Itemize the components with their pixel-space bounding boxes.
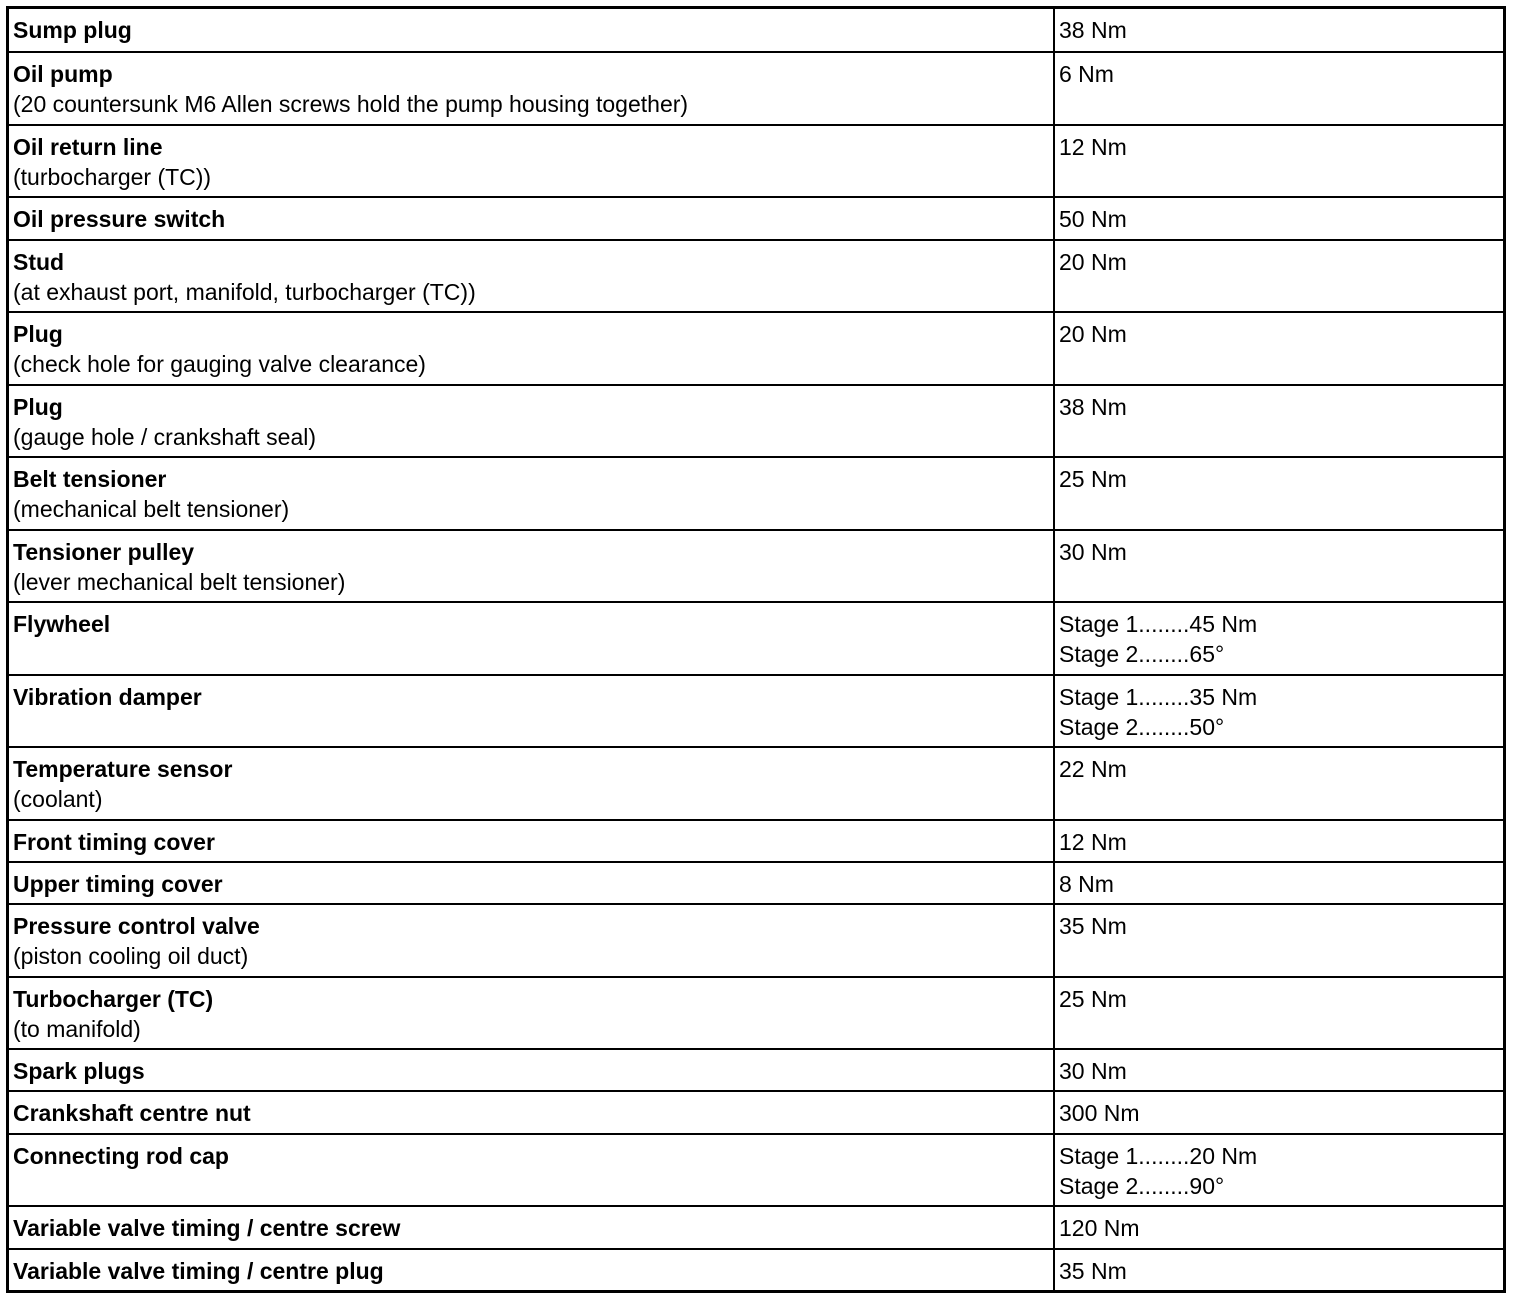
component-cell <box>9 676 1055 747</box>
table-row <box>9 819 1503 861</box>
torque-value: 38 Nm <box>1059 17 1127 43</box>
component-cell <box>9 9 1055 51</box>
table-row <box>9 529 1503 602</box>
torque-value: Stage 2........65° <box>1059 641 1225 668</box>
table-row <box>9 51 1503 124</box>
component-name: Flywheel <box>13 611 111 638</box>
table-row <box>9 1248 1503 1290</box>
component-name: Crankshaft centre nut <box>13 1100 251 1127</box>
component-note: (check hole for gauging valve clearance) <box>13 351 426 378</box>
table-row <box>9 746 1503 819</box>
component-cell <box>9 1050 1055 1090</box>
component-cell <box>9 821 1055 861</box>
torque-value: Stage 1........45 Nm <box>1059 611 1258 638</box>
torque-value: 8 Nm <box>1059 870 1114 897</box>
component-note: (to manifold) <box>13 1015 141 1042</box>
torque-value: 20 Nm <box>1059 321 1127 348</box>
component-note: (turbocharger (TC)) <box>13 163 212 190</box>
component-name: Spark plugs <box>13 1058 145 1085</box>
table-row <box>9 674 1503 747</box>
torque-cell <box>1055 978 1503 1049</box>
component-cell <box>9 603 1055 674</box>
component-cell <box>9 748 1055 819</box>
torque-value: 6 Nm <box>1059 61 1114 88</box>
component-name: Belt tensioner <box>13 466 167 493</box>
component-name: Temperature sensor <box>13 756 233 783</box>
torque-cell <box>1055 313 1503 384</box>
component-cell <box>9 978 1055 1049</box>
component-cell <box>9 863 1055 903</box>
component-name: Variable valve timing / centre screw <box>13 1215 401 1242</box>
torque-cell <box>1055 531 1503 602</box>
component-name: Stud <box>13 248 65 275</box>
table-row <box>9 239 1503 312</box>
component-cell <box>9 531 1055 602</box>
torque-cell <box>1055 863 1503 903</box>
table-row <box>9 1048 1503 1090</box>
component-cell <box>9 905 1055 976</box>
component-note: (gauge hole / crankshaft seal) <box>13 423 317 450</box>
torque-value: 120 Nm <box>1059 1215 1140 1242</box>
torque-value: 35 Nm <box>1059 1257 1127 1284</box>
torque-value: 22 Nm <box>1059 756 1127 783</box>
component-name: Variable valve timing / centre plug <box>13 1257 384 1284</box>
component-name: Plug <box>13 393 63 420</box>
component-name: Turbocharger (TC) <box>13 985 214 1012</box>
table-row <box>9 384 1503 457</box>
torque-cell <box>1055 1250 1503 1290</box>
table-row <box>9 311 1503 384</box>
torque-value: 12 Nm <box>1059 133 1127 160</box>
component-name: Tensioner pulley <box>13 538 195 565</box>
table-row <box>9 196 1503 238</box>
torque-cell <box>1055 386 1503 457</box>
component-note: (piston cooling oil duct) <box>13 943 249 970</box>
component-name: Oil return line <box>13 133 163 160</box>
component-note: (lever mechanical belt tensioner) <box>13 568 346 595</box>
torque-cell <box>1055 676 1503 747</box>
component-note: (at exhaust port, manifold, turbocharger (TC)) <box>13 278 476 305</box>
table-row <box>9 124 1503 197</box>
component-note: (20 countersunk M6 Allen screws hold the pump housing together) <box>13 91 689 118</box>
torque-value: 50 Nm <box>1059 206 1127 233</box>
table-row <box>9 601 1503 674</box>
torque-cell <box>1055 241 1503 312</box>
component-name: Vibration damper <box>13 683 202 710</box>
torque-cell <box>1055 1207 1503 1247</box>
torque-value: 12 Nm <box>1059 828 1127 855</box>
torque-cell <box>1055 603 1503 674</box>
component-cell <box>9 53 1055 124</box>
torque-cell <box>1055 458 1503 529</box>
torque-spec-table <box>6 6 1506 1293</box>
component-cell <box>9 313 1055 384</box>
component-name: Sump plug <box>13 17 132 43</box>
component-note: (coolant) <box>13 786 103 813</box>
table-row <box>9 1090 1503 1132</box>
torque-cell <box>1055 748 1503 819</box>
torque-value: 300 Nm <box>1059 1100 1140 1127</box>
torque-value: 30 Nm <box>1059 538 1127 565</box>
component-name: Front timing cover <box>13 828 215 855</box>
component-name: Oil pressure switch <box>13 206 226 233</box>
torque-cell <box>1055 126 1503 197</box>
component-name: Plug <box>13 321 63 348</box>
component-cell <box>9 198 1055 238</box>
torque-value: Stage 2........90° <box>1059 1172 1225 1199</box>
torque-value: 25 Nm <box>1059 466 1127 493</box>
component-note: (mechanical belt tensioner) <box>13 496 290 523</box>
torque-value: Stage 1........35 Nm <box>1059 683 1258 710</box>
torque-value: 25 Nm <box>1059 985 1127 1012</box>
torque-value: 30 Nm <box>1059 1058 1127 1085</box>
component-name: Connecting rod cap <box>13 1142 229 1169</box>
component-cell <box>9 126 1055 197</box>
component-name: Oil pump <box>13 61 113 88</box>
component-cell <box>9 386 1055 457</box>
torque-value: Stage 1........20 Nm <box>1059 1142 1258 1169</box>
table-row <box>9 456 1503 529</box>
torque-cell <box>1055 821 1503 861</box>
component-cell <box>9 1250 1055 1290</box>
table-row <box>9 976 1503 1049</box>
table-row <box>9 9 1503 51</box>
torque-value: 20 Nm <box>1059 248 1127 275</box>
torque-cell <box>1055 198 1503 238</box>
component-name: Pressure control valve <box>13 913 260 940</box>
torque-cell <box>1055 1135 1503 1206</box>
component-cell <box>9 1135 1055 1206</box>
component-name: Upper timing cover <box>13 870 223 897</box>
table-row <box>9 1205 1503 1247</box>
table-row <box>9 1133 1503 1206</box>
table-row <box>9 903 1503 976</box>
torque-cell <box>1055 905 1503 976</box>
component-cell <box>9 1207 1055 1247</box>
component-cell <box>9 458 1055 529</box>
torque-value: 38 Nm <box>1059 393 1127 420</box>
torque-cell <box>1055 1050 1503 1090</box>
component-cell <box>9 241 1055 312</box>
torque-cell <box>1055 9 1503 51</box>
component-cell <box>9 1092 1055 1132</box>
torque-cell <box>1055 53 1503 124</box>
torque-cell <box>1055 1092 1503 1132</box>
torque-value: Stage 2........50° <box>1059 713 1225 740</box>
torque-value: 35 Nm <box>1059 913 1127 940</box>
table-row <box>9 861 1503 903</box>
